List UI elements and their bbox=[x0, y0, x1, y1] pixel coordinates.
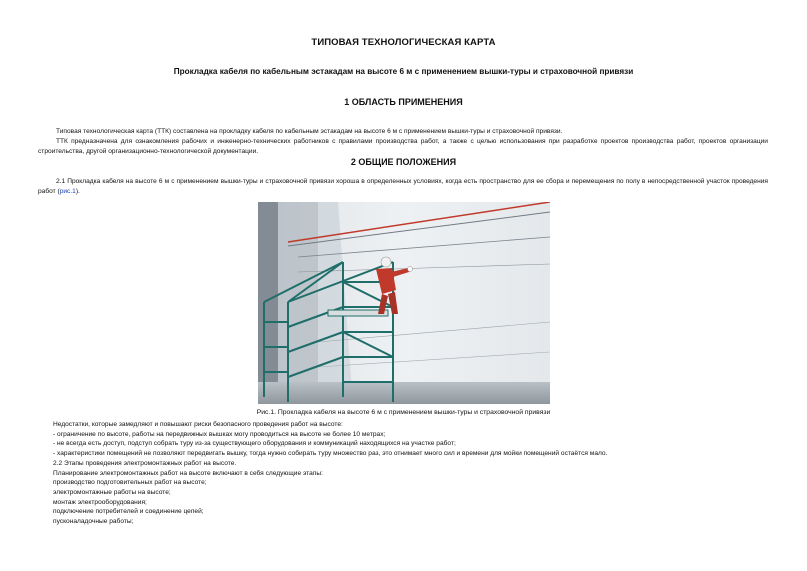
figure-caption: Рис.1. Прокладка кабеля на высоте 6 м с применением вышки-туры и страховочной привязи bbox=[256, 409, 551, 416]
text-line: подключение потребителей и соединение цепей; bbox=[53, 508, 204, 516]
paragraph-text-end: ). bbox=[75, 187, 80, 195]
paragraph-text: 2.1 Прокладка кабеля на высоте 6 м с применением вышки-туры и страховочной привязи хороша в определенных условиях, когда есть пространство для ее сбора и перемещения по полу в непосредственной участок проведения работ ( bbox=[38, 178, 768, 195]
body-text-list bbox=[53, 420, 773, 527]
section-2-heading: 2 ОБЩИЕ ПОЛОЖЕНИЯ bbox=[350, 157, 457, 167]
section-1-paragraph-1: Типовая технологическая карта (ТТК) составлена на прокладку кабеля по кабельным эстакадам на высоте 6 м с применением вышки-туры и страховочной привязи. bbox=[56, 128, 563, 135]
text-line: Планирование электромонтажных работ на высоте включают в себя следующие этапы: bbox=[53, 469, 323, 477]
section-1-heading: 1 ОБЛАСТЬ ПРИМЕНЕНИЯ bbox=[344, 97, 463, 107]
text-line: Недостатки, которые замедляют и повышают риски безопасного проведения работ на высоте: bbox=[53, 421, 343, 428]
document-subtitle: Прокладка кабеля по кабельным эстакадам на высоте 6 м с применением вышки-туры и страховочной привязи bbox=[173, 67, 634, 76]
document-title: ТИПОВАЯ ТЕХНОЛОГИЧЕСКАЯ КАРТА bbox=[311, 37, 496, 48]
text-line: пусконаладочные работы; bbox=[53, 518, 134, 526]
section-1-paragraph-2: ТТК предназначена для ознакомления рабочих и инженерно-технических работников с правилами производства работ, а также с целью использования при разработке проектов производства работ, проектов организации строительства, другой организационно-технологической документации. bbox=[38, 138, 768, 155]
text-line: производство подготовительных работ на высоте; bbox=[53, 479, 207, 487]
figure-photo bbox=[258, 202, 550, 404]
section-2-paragraph-1 bbox=[38, 177, 768, 196]
text-line: электромонтажные работы на высоте; bbox=[53, 488, 171, 496]
text-line: монтаж электрооборудования; bbox=[53, 498, 147, 506]
text-line: 2.2 Этапы проведения электромонтажных работ на высоте. bbox=[53, 459, 237, 467]
text-line: - ограничение по высоте, работы на передвижных вышках могу проводиться на высоте не более 10 метрах; bbox=[53, 430, 386, 438]
figure-link[interactable]: рис.1 bbox=[59, 187, 76, 195]
text-line: - характеристики помещений не позволяют передвигать вышку, тогда нужно собирать туру множество раз, это отнимает много сил и времени для мойки помещений остаётся мало. bbox=[53, 450, 608, 458]
text-line: - не всегда есть доступ, подступ собрать туру из-за существующего оборудования и коммуникаций находящихся на участке работ; bbox=[53, 440, 456, 448]
